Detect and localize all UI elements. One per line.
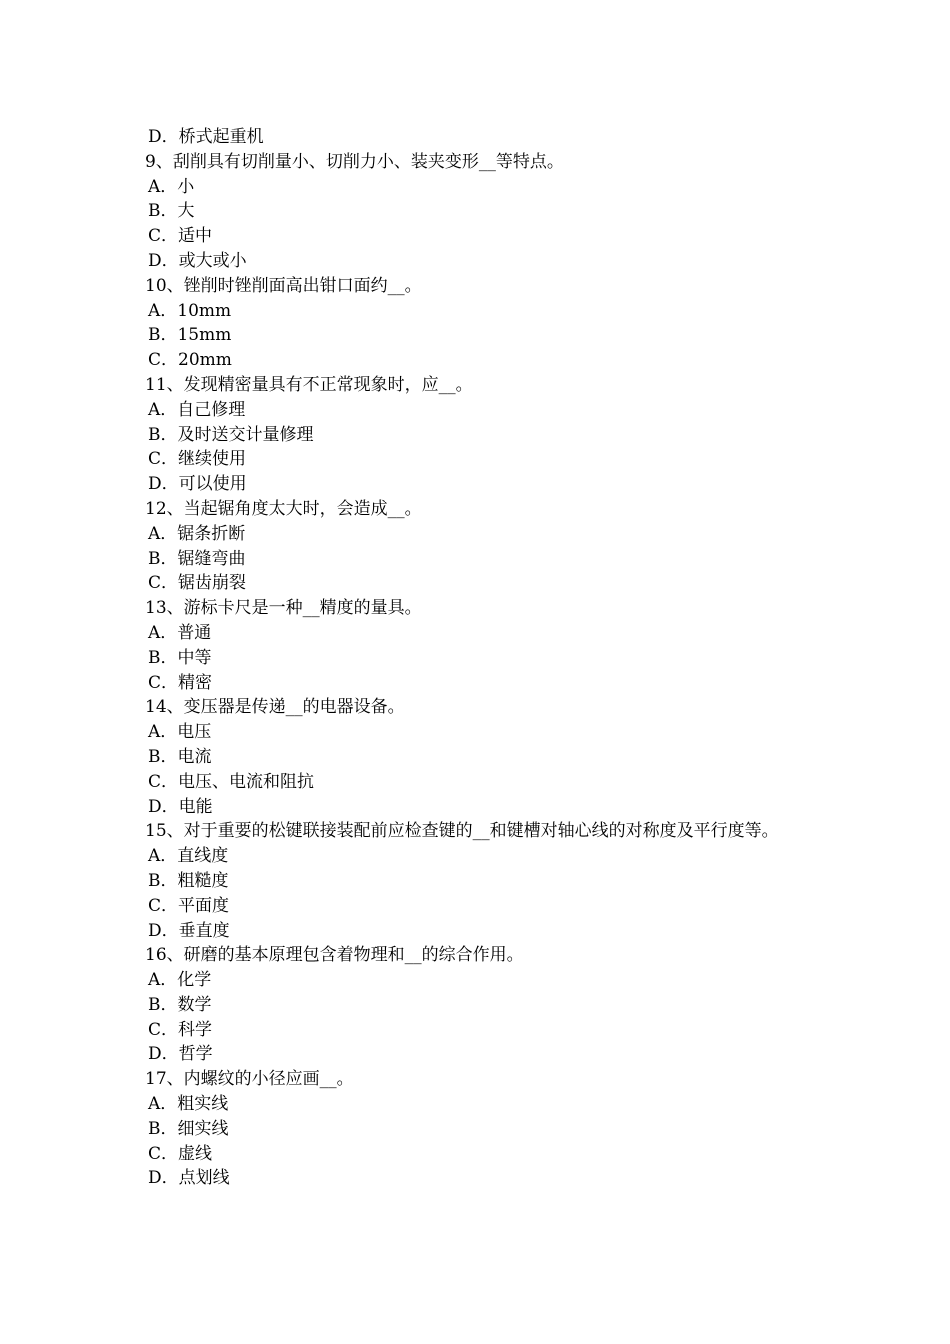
answer-option: A．锯条折断	[148, 523, 246, 544]
answer-option: B．大	[148, 201, 195, 222]
answer-option: C．电压、电流和阻抗	[148, 771, 315, 792]
answer-option: C．平面度	[148, 895, 230, 916]
answer-option: D．可以使用	[148, 474, 247, 495]
answer-option: A．自己修理	[148, 399, 246, 420]
question-text: 16、研磨的基本原理包含着物理和__的综合作用。	[145, 945, 524, 966]
answer-option: A．小	[148, 176, 195, 197]
answer-option: C．20mm	[148, 350, 232, 371]
question-text: 10、锉削时锉削面高出钳口面约__。	[145, 275, 422, 296]
question-text: 11、发现精密量具有不正常现象时，应__。	[145, 374, 473, 395]
answer-option: B．数学	[148, 994, 212, 1015]
answer-option: D．桥式起重机	[148, 127, 264, 147]
answer-option: B．及时送交计量修理	[148, 424, 314, 445]
answer-option: A．普通	[148, 622, 212, 643]
answer-option: A．粗实线	[148, 1094, 229, 1115]
answer-option: C．继续使用	[148, 449, 247, 470]
answer-option: A．直线度	[148, 846, 229, 867]
document-body	[145, 125, 810, 1191]
answer-option: D．哲学	[148, 1044, 213, 1065]
answer-option: C．虚线	[148, 1143, 213, 1164]
answer-option: D．点划线	[148, 1168, 230, 1189]
question-text: 13、游标卡尺是一种__精度的量具。	[145, 598, 422, 619]
question-text: 9、刮削具有切削量小、切削力小、装夹变形__等特点。	[145, 151, 564, 172]
answer-option: C．精密	[148, 672, 213, 693]
answer-option: B．中等	[148, 647, 212, 668]
question-text: 12、当起锯角度太大时，会造成__。	[145, 498, 422, 519]
answer-option: D．电能	[148, 796, 213, 817]
answer-option: C．科学	[148, 1019, 213, 1040]
answer-option: A．电压	[148, 722, 212, 743]
question-text: 14、变压器是传递__的电器设备。	[145, 697, 405, 718]
answer-option: B．细实线	[148, 1118, 229, 1139]
answer-option: D．垂直度	[148, 920, 230, 941]
answer-option: C．适中	[148, 226, 213, 247]
answer-option: B．电流	[148, 746, 212, 767]
answer-option: A．10mm	[148, 300, 232, 321]
answer-option: B．15mm	[148, 325, 232, 346]
answer-option: B．粗糙度	[148, 870, 229, 891]
answer-option: D．或大或小	[148, 250, 247, 271]
question-text: 17、内螺纹的小径应画__。	[145, 1069, 354, 1090]
question-text: 15、对于重要的松键联接装配前应检查键的__和键槽对轴心线的对称度及平行度等。	[145, 821, 779, 842]
answer-option: B．锯缝弯曲	[148, 548, 246, 569]
answer-option: C．锯齿崩裂	[148, 573, 247, 594]
answer-option: A．化学	[148, 970, 212, 991]
